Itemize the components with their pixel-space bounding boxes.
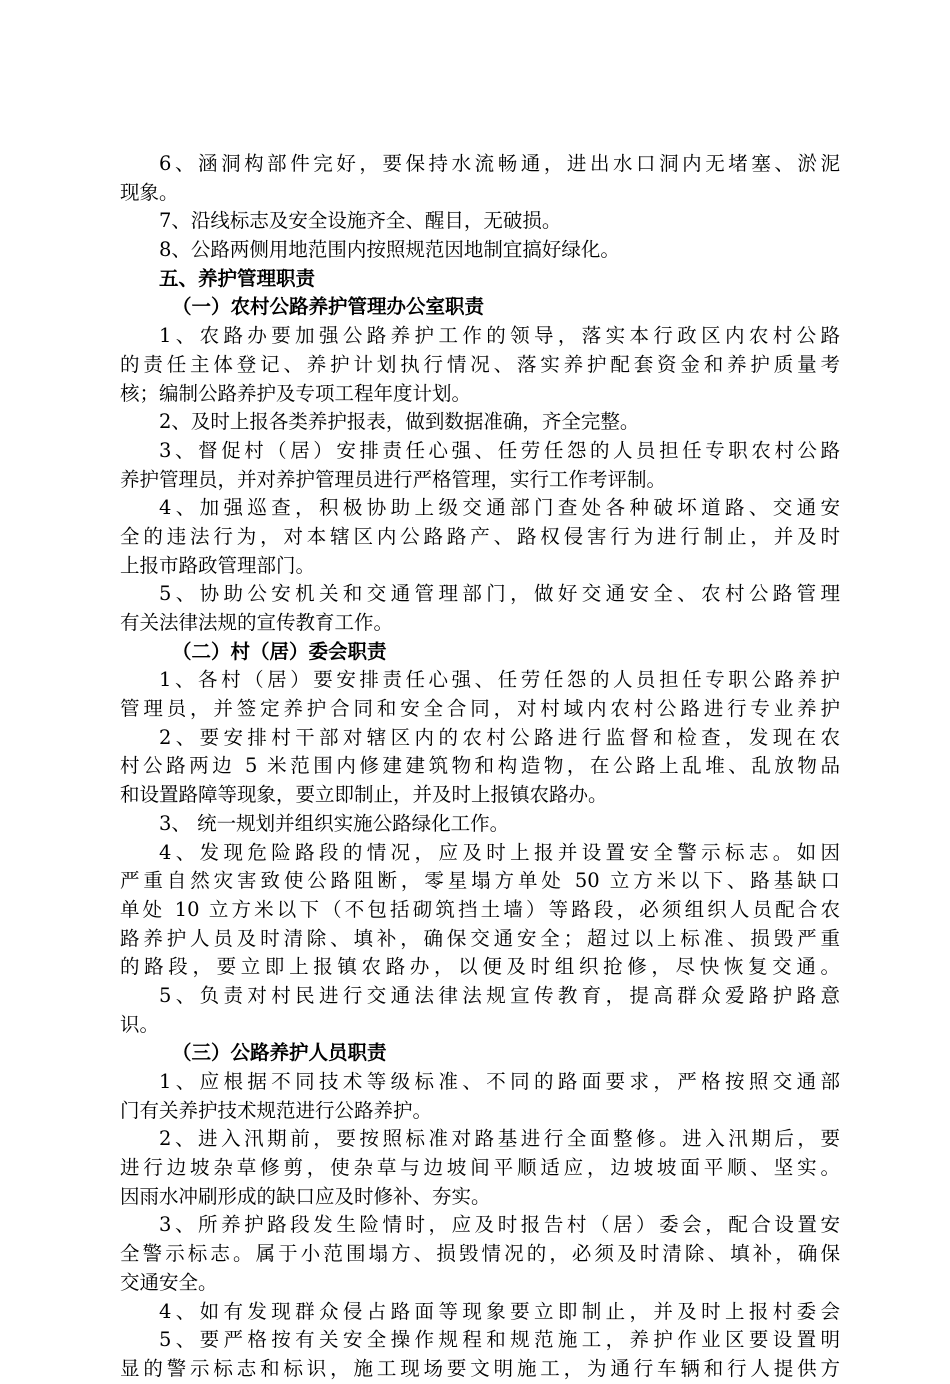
text-line: 3、所养护路段发生险情时，应及时报告村（居）委会，配合设置安: [159, 1213, 840, 1237]
text-line: 3、督促村（居）安排责任心强、任劳任怨的人员担任专职农村公路: [159, 438, 840, 462]
section-heading: 五、养护管理职责: [159, 266, 316, 290]
text-line: 路养护人员及时清除、填补，确保交通安全；超过以上标准、损毁严重: [120, 926, 840, 950]
text-line: 的路段，要立即上报镇农路办，以便及时组织抢修，尽快恢复交通。: [120, 955, 840, 979]
text-line: 3、 统一规划并组织实施公路绿化工作。: [159, 811, 510, 835]
text-line: 1、各村（居）要安排责任心强、任劳任怨的人员担任专职公路养护: [159, 668, 840, 692]
text-line: 全的违法行为，对本辖区内公路路产、路权侵害行为进行制止，并及时: [120, 524, 840, 548]
text-line: 门有关养护技术规范进行公路养护。: [120, 1098, 433, 1122]
text-line: 和设置路障等现象，要立即制止，并及时上报镇农路办。: [120, 783, 608, 807]
text-line: 8、公路两侧用地范围内按照规范因地制宜搞好绿化。: [159, 238, 620, 262]
text-line: 进行边坡杂草修剪，使杂草与边坡间平顺适应，边坡坡面平顺、坚实。: [120, 1156, 840, 1180]
document-body: [120, 150, 840, 1384]
text-line: 上报市路政管理部门。: [120, 553, 316, 577]
text-line: 因雨水冲刷形成的缺口应及时修补、夯实。: [120, 1184, 491, 1208]
text-line: 2、要安排村干部对辖区内的农村公路进行监督和检查，发现在农: [159, 725, 840, 749]
text-line: 显的警示标志和标识，施工现场要文明施工，为通行车辆和行人提供方: [120, 1356, 840, 1380]
text-line: 现象。: [120, 180, 179, 204]
text-line: 4、发现危险路段的情况，应及时上报并设置安全警示标志。如因: [159, 840, 840, 864]
text-line: 有关法律法规的宣传教育工作。: [120, 611, 394, 634]
text-line: 2、进入汛期前，要按照标准对路基进行全面整修。进入汛期后，要: [159, 1127, 840, 1151]
text-line: 1、应根据不同技术等级标准、不同的路面要求，严格按照交通部: [159, 1070, 840, 1093]
text-line: 的责任主体登记、养护计划执行情况、落实养护配套资金和养护质量考: [120, 352, 840, 376]
text-line: 5、负责对村民进行交通法律法规宣传教育，提高群众爱路护路意: [159, 983, 840, 1007]
text-line: 养护管理员，并对养护管理员进行严格管理，实行工作考评制。: [120, 467, 667, 491]
section-heading: （三）公路养护人员职责: [172, 1041, 387, 1065]
text-line: 村公路两边 5 米范围内修建建筑物和构造物，在公路上乱堆、乱放物品: [120, 754, 840, 778]
text-line: 核；编制公路养护及专项工程年度计划。: [120, 381, 472, 405]
text-line: 5、协助公安机关和交通管理部门，做好交通安全、农村公路管理: [159, 582, 840, 606]
text-line: 6、涵洞构部件完好，要保持水流畅通，进出水口洞内无堵塞、淤泥: [159, 152, 840, 175]
text-line: 管理员，并签定养护合同和安全合同，对村域内农村公路进行专业养护: [120, 697, 840, 721]
text-line: 4、加强巡查，积极协助上级交通部门查处各种破坏道路、交通安: [159, 496, 840, 520]
text-line: 单处 10 立方米以下（不包括砌筑挡土墙）等路段，必须组织人员配合农: [120, 897, 840, 921]
text-line: 7、沿线标志及安全设施齐全、醒目，无破损。: [159, 209, 562, 233]
text-line: 全警示标志。属于小范围塌方、损毁情况的，必须及时清除、填补，确保: [120, 1242, 840, 1266]
section-heading: （一）农村公路养护管理办公室职责: [172, 295, 485, 319]
text-line: 5、要严格按有关安全操作规程和规范施工，养护作业区要设置明: [159, 1328, 840, 1352]
text-line: 识。: [120, 1012, 160, 1036]
text-line: 4、如有发现群众侵占路面等现象要立即制止，并及时上报村委会: [159, 1299, 840, 1323]
text-line: 1、农路办要加强公路养护工作的领导，落实本行政区内农村公路: [159, 324, 840, 348]
text-line: 交通安全。: [120, 1270, 218, 1294]
text-line: 严重自然灾害致使公路阻断，零星塌方单处 50 立方米以下、路基缺口: [120, 869, 840, 893]
section-heading: （二）村（居）委会职责: [172, 639, 387, 663]
text-line: 2、及时上报各类养护报表，做到数据准确，齐全完整。: [159, 410, 640, 434]
